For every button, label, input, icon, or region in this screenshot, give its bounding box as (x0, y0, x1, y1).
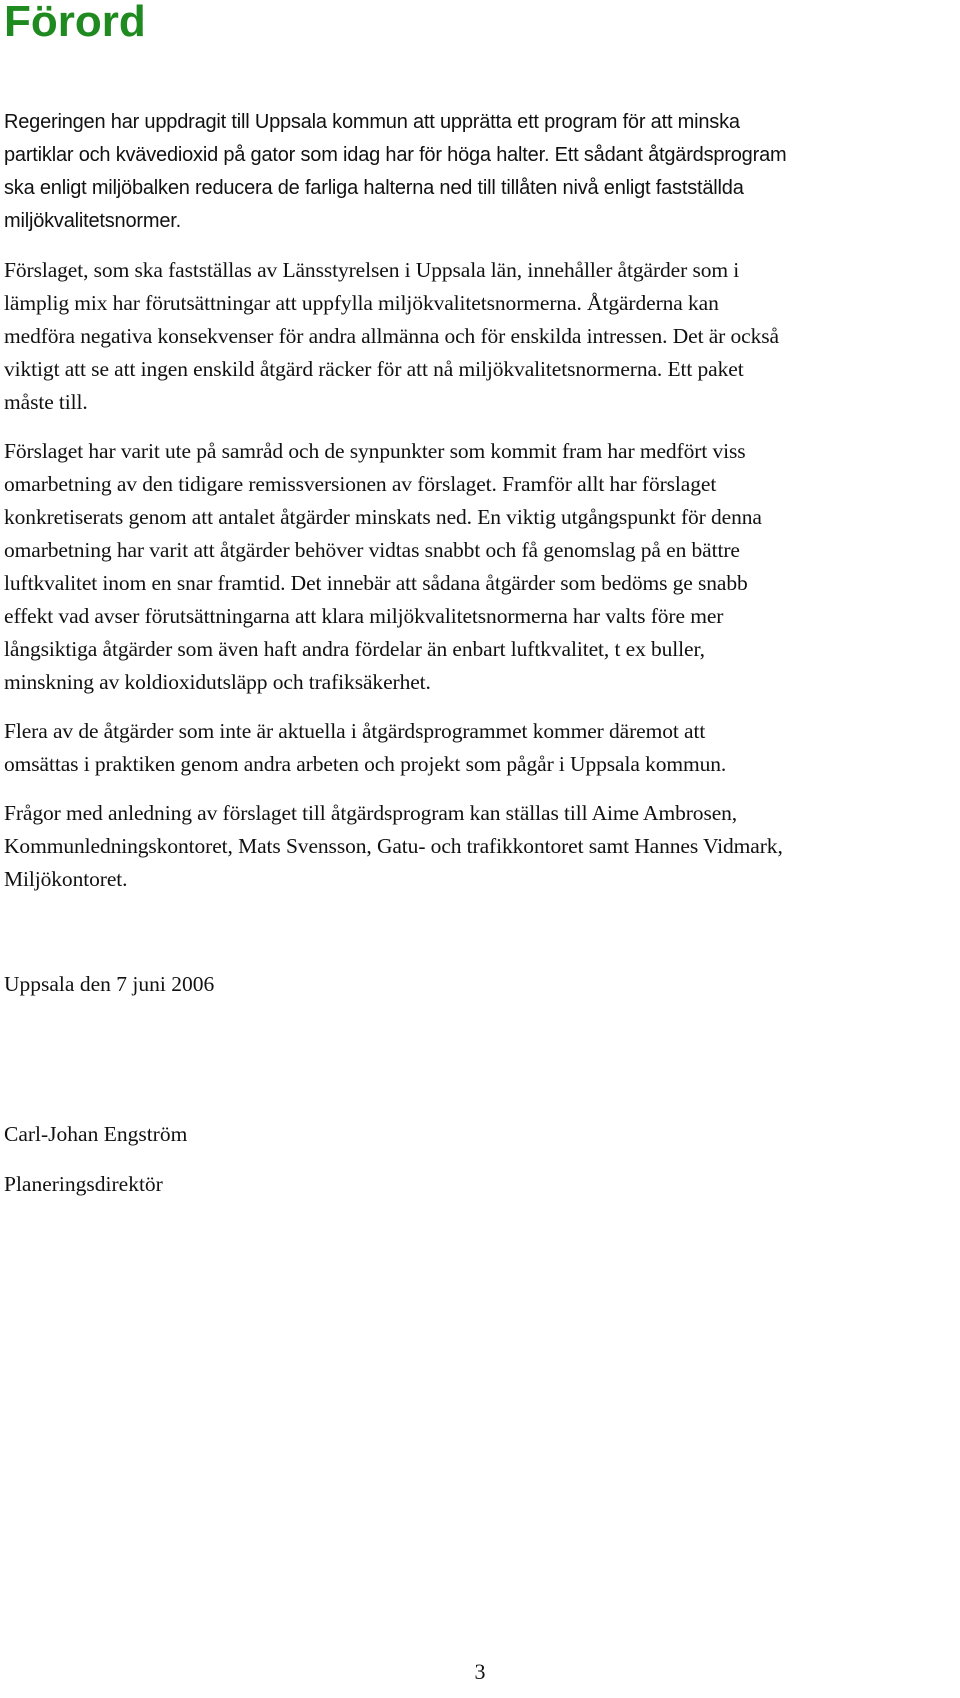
text-line: Förslaget, som ska fastställas av Länsstyrelsen i Uppsala län, innehåller åtgärder som i (4, 258, 740, 282)
text-line: omarbetning av den tidigare remissversionen av förslaget. Framför allt har förslaget (4, 472, 717, 496)
text-line: Flera av de åtgärder som inte är aktuella i åtgärdsprogrammet kommer däremot att (4, 719, 706, 743)
text-line: omarbetning har varit att åtgärder behöver vidtas snabbt och få genomslag på en bättre (4, 538, 740, 562)
paragraph-5 (4, 797, 954, 896)
body-text (4, 106, 954, 912)
text-line: långsiktiga åtgärder som även haft andra fördelar än enbart luftkvalitet, t ex buller, (4, 637, 705, 661)
text-line: omsättas i praktiken genom andra arbeten och projekt som pågår i Uppsala kommun. (4, 752, 727, 776)
signer-name: Carl-Johan Engström (4, 1122, 188, 1146)
text-line: måste till. (4, 390, 88, 414)
text-line: Miljökontoret. (4, 867, 128, 891)
text-line: konkretiserats genom att antalet åtgärder minskats ned. En viktig utgångspunkt för denna (4, 505, 762, 529)
text-line: effekt vad avser förutsättningarna att klara miljökvalitetsnormerna har valts före mer (4, 604, 724, 628)
text-line: luftkvalitet inom en snar framtid. Det innebär att sådana åtgärder som bedöms ge snabb (4, 571, 748, 595)
text-line: Frågor med anledning av förslaget till åtgärdsprogram kan ställas till Aime Ambrosen, (4, 801, 738, 825)
text-line: minskning av koldioxidutsläpp och trafiksäkerhet. (4, 670, 431, 694)
text-line: lämplig mix har förutsättningar att uppfylla miljökvalitetsnormerna. Åtgärderna kan (4, 291, 719, 315)
text-line: partiklar och kvävedioxid på gator som idag har för höga halter. Ett sådant åtgärdsprogram (4, 144, 787, 166)
date-line: Uppsala den 7 juni 2006 (4, 972, 215, 996)
paragraph-3 (4, 435, 954, 699)
text-line: viktigt att se att ingen enskild åtgärd räcker för att nå miljökvalitetsnormerna. Ett paket (4, 357, 744, 381)
text-line: ska enligt miljöbalken reducera de farliga halterna ned till tillåten nivå enligt fastställda (4, 177, 744, 199)
paragraph-2 (4, 254, 954, 419)
paragraph-1 (4, 106, 954, 238)
text-line: miljökvalitetsnormer. (4, 210, 181, 232)
paragraph-4 (4, 715, 954, 781)
page-title: Förord (4, 0, 146, 46)
page-number: 3 (474, 1659, 486, 1684)
signer-title: Planeringsdirektör (4, 1172, 163, 1196)
text-line: Kommunledningskontoret, Mats Svensson, Gatu- och trafikkontoret samt Hannes Vidmark, (4, 834, 783, 858)
text-line: Förslaget har varit ute på samråd och de synpunkter som kommit fram har medfört viss (4, 439, 746, 463)
text-line: Regeringen har uppdragit till Uppsala kommun att upprätta ett program för att minska (4, 111, 740, 133)
text-line: medföra negativa konsekvenser för andra allmänna och för enskilda intressen. Det är också (4, 324, 779, 348)
